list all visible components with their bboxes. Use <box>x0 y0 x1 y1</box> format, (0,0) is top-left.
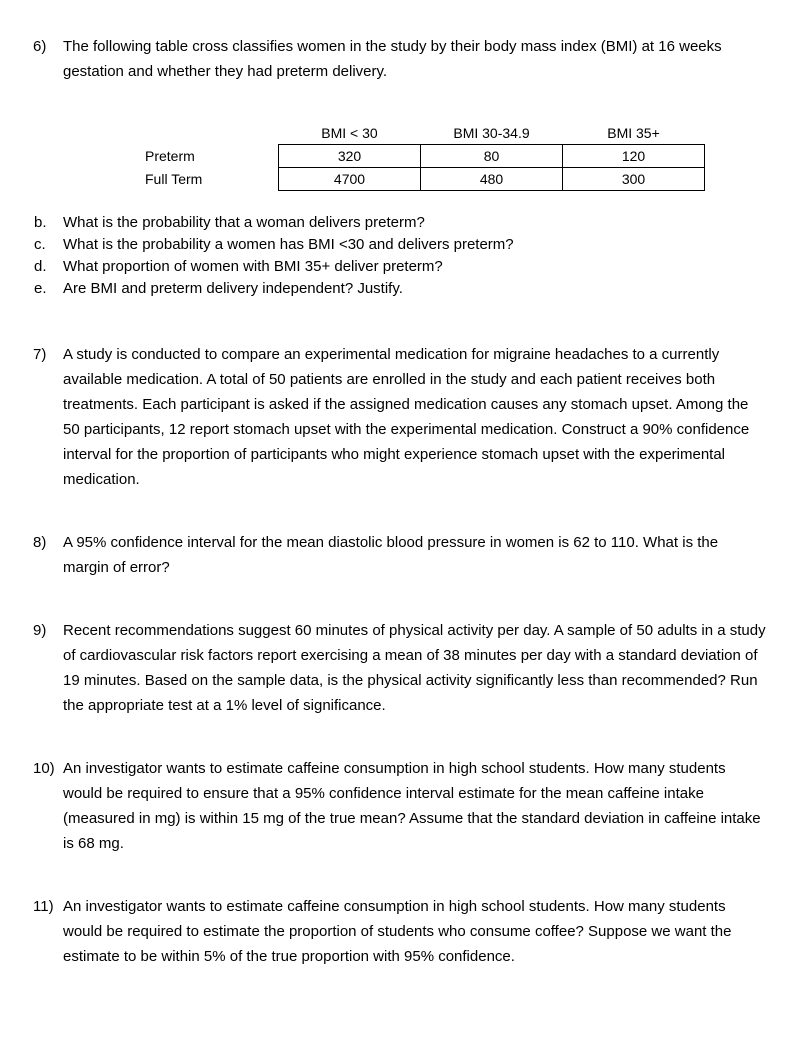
question-number: 7) <box>33 346 47 363</box>
table-row-preterm <box>279 145 705 168</box>
question-number: 8) <box>33 534 47 551</box>
question-text: An investigator wants to estimate caffeine consumption in high school students. How many students would be required to ensure that a 95% confidence interval estimate for the mean caffeine intake (measured in mg) is within 15 mg of the true mean? Assume that the standard deviation in caffeine intake is 68 mg. <box>63 760 761 852</box>
question-9 <box>33 618 768 718</box>
subquestion-text: What is the probability that a woman delivers preterm? <box>63 214 425 231</box>
table-cell: 4700 <box>279 168 421 191</box>
subquestion-text: What proportion of women with BMI 35+ deliver preterm? <box>63 258 443 275</box>
subquestion-e <box>33 278 768 300</box>
question-number: 11) <box>33 898 54 915</box>
question-text: A 95% confidence interval for the mean diastolic blood pressure in women is 62 to 110. What is the margin of error? <box>63 534 719 576</box>
table-cell: 80 <box>421 145 563 168</box>
table-header-row <box>279 122 705 145</box>
question-6 <box>33 34 768 84</box>
table-cell: 300 <box>563 168 705 191</box>
question-7 <box>33 342 768 492</box>
column-header-bmi-30-34-9: BMI 30-34.9 <box>453 125 530 141</box>
column-header-bmi-under-30: BMI < 30 <box>321 125 378 141</box>
subquestion-letter: c. <box>34 236 46 253</box>
table-cell: 320 <box>279 145 421 168</box>
subquestion-list <box>33 212 768 300</box>
question-11 <box>33 894 768 969</box>
bmi-table <box>278 122 705 191</box>
table-row-full-term <box>279 168 705 191</box>
table-cell: 120 <box>563 145 705 168</box>
subquestion-c <box>33 234 768 256</box>
subquestion-letter: e. <box>34 280 47 297</box>
question-8 <box>33 530 768 580</box>
subquestion-text: What is the probability a women has BMI <30 and delivers preterm? <box>63 236 514 253</box>
question-text: The following table cross classifies women in the study by their body mass index (BMI) at 16 weeks gestation and whether they had preterm delivery. <box>63 38 722 80</box>
table-cell: 480 <box>421 168 563 191</box>
question-number: 6) <box>33 38 47 55</box>
subquestion-text: Are BMI and preterm delivery independent? Justify. <box>63 280 403 297</box>
row-label-full-term: Full Term <box>145 171 203 187</box>
subquestion-letter: d. <box>34 258 47 275</box>
subquestion-b <box>33 212 768 234</box>
question-number: 10) <box>33 760 55 777</box>
row-label-preterm: Preterm <box>145 148 195 164</box>
question-10 <box>33 756 768 856</box>
column-header-bmi-35-plus: BMI 35+ <box>607 125 660 141</box>
question-text: Recent recommendations suggest 60 minutes of physical activity per day. A sample of 50 adults in a study of cardiovascular risk factors report exercising a mean of 38 minutes per day with a standard deviation of 19 minutes. Based on the sample data, is the physical activity significantly less than recommended? Run the appropriate test at a 1% level of significance. <box>63 622 766 714</box>
subquestion-d <box>33 256 768 278</box>
subquestion-letter: b. <box>34 214 47 231</box>
question-text: A study is conducted to compare an experimental medication for migraine headaches to a currently available medication. A total of 50 patients are enrolled in the study and each patient receives both treatments. Each participant is asked if the assigned medication causes any stomach upset. Among the 50 participants, 12 report stomach upset with the experimental medication. Construct a 90% confidence interval for the proportion of participants who might experience stomach upset with the experimental medication. <box>63 346 750 488</box>
question-text: An investigator wants to estimate caffeine consumption in high school students. How many students would be required to estimate the proportion of students who consume coffee? Suppose we want the estimate to be within 5% of the true proportion with 95% confidence. <box>63 898 732 965</box>
question-number: 9) <box>33 622 47 639</box>
